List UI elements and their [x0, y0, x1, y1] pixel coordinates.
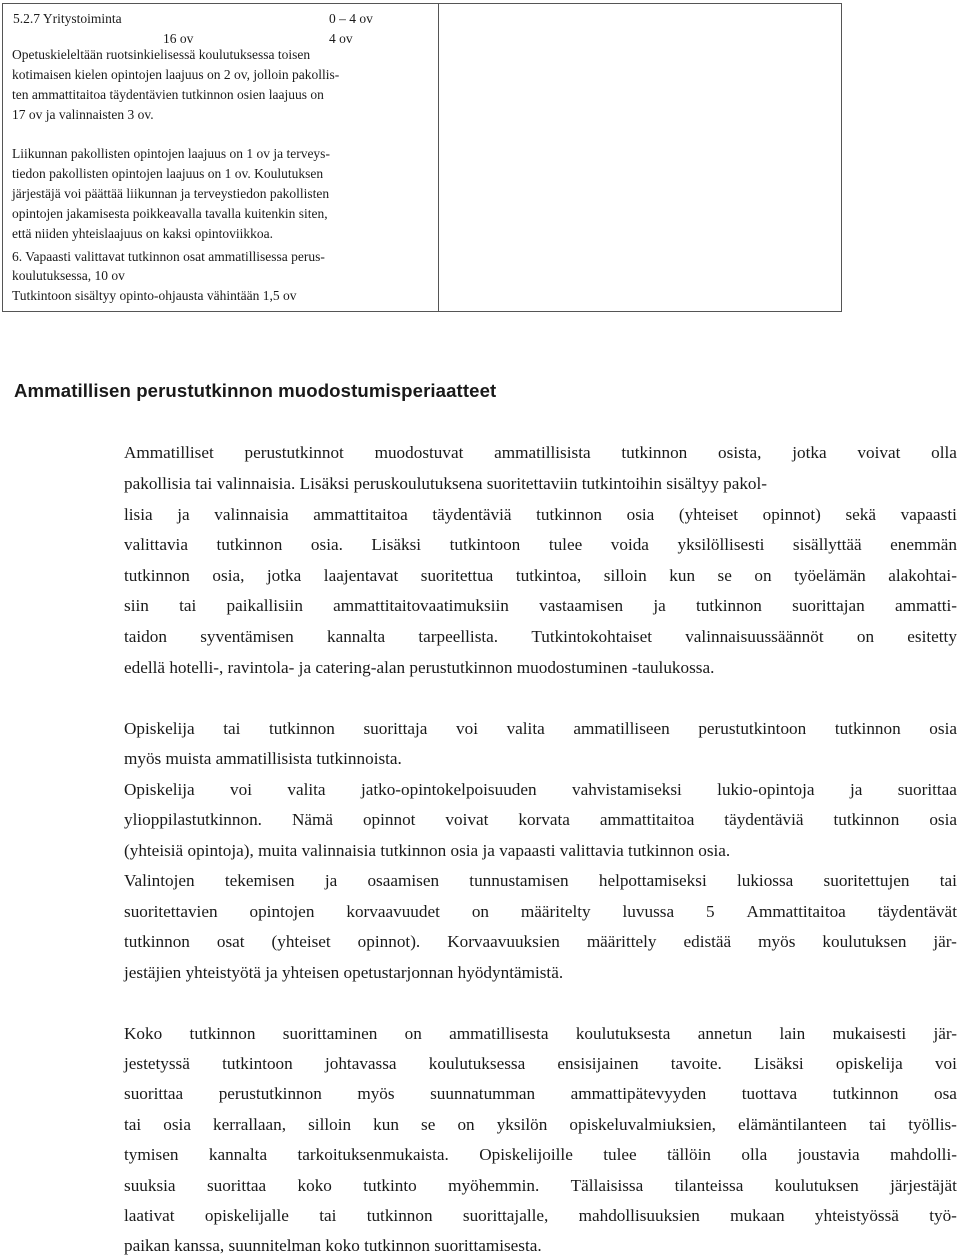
word: olla	[931, 443, 957, 462]
word: vahvistamiseksi	[571, 780, 682, 799]
value-right: 4 ov	[329, 31, 353, 46]
table-divider	[438, 4, 439, 311]
table-text-line: kotimaisen kielen opintojen laajuus on 2 ov, jolloin pakollis-	[12, 67, 340, 82]
body-line	[124, 443, 957, 463]
word: työ-	[929, 1206, 957, 1225]
word: osia	[626, 505, 655, 524]
word: työllis-	[908, 1115, 957, 1134]
body-line	[124, 566, 957, 586]
word: tutkinnon	[536, 505, 603, 524]
word: suunnatumman	[430, 1084, 536, 1103]
word: opiskelija	[835, 1054, 903, 1073]
body-line	[124, 1084, 957, 1104]
word: voivat	[857, 443, 901, 462]
word: täydentävät	[877, 902, 957, 921]
body-line	[124, 627, 957, 647]
word: tutkinnon	[833, 810, 900, 829]
word: järjestäjät	[890, 1176, 957, 1195]
word: kun	[669, 566, 696, 585]
word: kannalta	[208, 1145, 268, 1164]
table-values-row	[13, 29, 433, 49]
word: myöhemmin.	[448, 1176, 540, 1195]
word: voi	[230, 780, 252, 799]
word: tilanteissa	[674, 1176, 744, 1195]
table-text-line: opintojen jakamisesta poikkeavalla tavalla kuitenkin siten,	[12, 206, 328, 221]
word: suorittaa	[897, 780, 957, 799]
word: jestetyssä	[124, 1054, 190, 1073]
word: joustavia	[797, 1145, 860, 1164]
table-text-line: tiedon pakollisten opintojen laajuus on 1 ov. Koulutuksen	[12, 166, 324, 181]
word: ammattitaitoa	[599, 810, 695, 829]
word: suorittaa	[206, 1176, 267, 1195]
body-line	[124, 535, 957, 555]
word: tymisen	[124, 1145, 179, 1164]
word: voi	[934, 1054, 957, 1073]
word: korvaavuudet	[346, 902, 440, 921]
word: vastaamisen	[539, 596, 624, 615]
body-line	[124, 505, 957, 525]
word: ammatti-	[894, 596, 957, 615]
word: suoritettujen	[823, 871, 910, 890]
word: tutkinnon	[832, 1084, 899, 1103]
table-text-line: 6. Vapaasti valittavat tutkinnon osat ammatillisessa perus-	[12, 249, 325, 264]
word: tutkinnon	[269, 719, 335, 738]
word: helpottamiseksi	[598, 871, 707, 890]
word: tutkinnon	[124, 566, 190, 585]
word: sekä	[845, 505, 877, 524]
word: syventämisen	[200, 627, 294, 646]
word: myös	[758, 932, 796, 951]
word: lukiossa	[736, 871, 794, 890]
word: Nämä	[291, 810, 333, 829]
word: tutkinnon	[189, 1024, 256, 1043]
word: tällöin	[667, 1145, 711, 1164]
word: yhteistyössä	[814, 1206, 899, 1225]
word: jotka	[266, 566, 302, 585]
word: tutkinnon	[124, 932, 190, 951]
word: tulee	[548, 535, 583, 554]
word: lain	[779, 1024, 806, 1043]
word: voida	[610, 535, 649, 554]
word: jär-	[933, 932, 957, 951]
word: luvussa	[622, 902, 675, 921]
word: tarkoituksenmukaista.	[297, 1145, 449, 1164]
word: 5	[706, 902, 715, 921]
word: täydentäviä	[432, 505, 512, 524]
word: määrittely	[586, 932, 657, 951]
word: tutkintoon	[449, 535, 521, 554]
section-label: 5.2.7 Yritystoiminta	[13, 11, 122, 26]
word: on	[754, 566, 772, 585]
word: opintojen	[249, 902, 315, 921]
word: osaamisen	[367, 871, 440, 890]
body-line	[124, 932, 957, 952]
word: tutkinto	[363, 1176, 417, 1195]
word: tutkinnon	[621, 443, 688, 462]
word: suoritettua	[420, 566, 494, 585]
word: ammatillisesta	[449, 1024, 549, 1043]
word: Ammattitaitoa	[746, 902, 846, 921]
word: koulutuksen	[822, 932, 907, 951]
body-line	[124, 1206, 957, 1226]
word: siin	[124, 596, 149, 615]
table-text-line: ten ammattitaitoa täydentävien tutkinnon osien laajuus on	[12, 87, 324, 102]
word: sisällyttää	[792, 535, 862, 554]
word: osia	[929, 719, 957, 738]
body-line: jestäjien yhteistyötä ja yhteisen opetustarjonnan hyödyntämistä.	[124, 963, 564, 982]
word: tarpeellista.	[418, 627, 499, 646]
word: koulutuksessa	[428, 1054, 526, 1073]
word: määritelty	[520, 902, 591, 921]
word: on	[404, 1024, 422, 1043]
word: työelämän	[794, 566, 866, 585]
word: johtavassa	[324, 1054, 397, 1073]
word: yksilön	[496, 1115, 548, 1134]
word: tutkinnon	[696, 596, 762, 615]
word: valita	[506, 719, 545, 738]
word: valinnaisia	[214, 505, 289, 524]
word: opinnot)	[762, 505, 821, 524]
body-line	[124, 596, 957, 616]
body-line	[124, 810, 957, 830]
word: osia,	[212, 566, 245, 585]
word: ylioppilastutkinnon.	[124, 810, 262, 829]
word: Valintojen	[124, 871, 195, 890]
word: on	[856, 627, 875, 646]
body-line	[124, 1024, 957, 1044]
word: esitetty	[907, 627, 957, 646]
word: ensisijainen	[557, 1054, 639, 1073]
word: jär-	[933, 1024, 957, 1043]
body-line	[124, 1145, 957, 1165]
word: kerrallaan,	[213, 1115, 287, 1134]
word: suoritettavien	[124, 902, 218, 921]
body-line	[124, 1115, 957, 1135]
word: osia	[929, 810, 957, 829]
word: tuottava	[741, 1084, 798, 1103]
word: se	[717, 566, 732, 585]
table-text-line: Opetuskieleltään ruotsinkielisessä koulutuksessa toisen	[12, 47, 311, 62]
word: valittavia	[124, 535, 188, 554]
word: mukaisesti	[832, 1024, 907, 1043]
word: paikallisiin	[226, 596, 303, 615]
word: se	[421, 1115, 436, 1134]
word: tunnustamisen	[469, 871, 569, 890]
word: perustutkintoon	[698, 719, 807, 738]
word: yksilöllisesti	[677, 535, 765, 554]
word: Tutkintokohtaiset	[531, 627, 652, 646]
word: muodostuvat	[374, 443, 464, 462]
word: Korvaavuuksien	[447, 932, 560, 951]
word: tutkintoon	[222, 1054, 293, 1073]
word: tutkintoa,	[515, 566, 582, 585]
word: myös	[357, 1084, 395, 1103]
word: Tällaisissa	[570, 1176, 644, 1195]
word: jotka	[792, 443, 827, 462]
word: tai	[939, 871, 957, 890]
word: mukaan	[730, 1206, 785, 1225]
word: koulutuksen	[774, 1176, 859, 1195]
word: tekemisen	[224, 871, 295, 890]
word: on	[457, 1115, 475, 1134]
word: Ammatilliset	[124, 443, 214, 462]
word: ja	[177, 505, 190, 524]
word: kun	[373, 1115, 399, 1134]
word: ja	[849, 780, 863, 799]
word: laativat	[124, 1206, 175, 1225]
word: tai	[223, 719, 241, 738]
word: Opiskelija	[124, 780, 195, 799]
word: osista,	[718, 443, 762, 462]
word: opiskelijalle	[204, 1206, 289, 1225]
word: taidon	[124, 627, 167, 646]
word: (yhteiset	[271, 932, 331, 951]
word: perustutkinnot	[244, 443, 344, 462]
word: tai	[868, 1115, 887, 1134]
word: ammattitaitovaatimuksiin	[333, 596, 509, 615]
body-line: myös muista ammatillisista tutkinnoista.	[124, 749, 402, 768]
word: valita	[287, 780, 326, 799]
word: tai	[319, 1206, 337, 1225]
word: alakohtai-	[888, 566, 957, 585]
word: Opiskelija	[124, 719, 195, 738]
word: opiskeluvalmiuksien,	[569, 1115, 716, 1134]
word: silloin	[308, 1115, 352, 1134]
word: annetun	[697, 1024, 753, 1043]
section-heading: Ammatillisen perustutkinnon muodostumisperiaatteet	[14, 380, 497, 401]
word: suorittaja	[363, 719, 428, 738]
word: korvata	[518, 810, 570, 829]
word: suorittajan	[792, 596, 865, 615]
word: tutkinnon	[216, 535, 283, 554]
word: voi	[456, 719, 478, 738]
word: laajentavat	[323, 566, 399, 585]
word: tutkinnon	[834, 719, 901, 738]
word: lukio-opintoja	[717, 780, 815, 799]
word: opinnot	[362, 810, 416, 829]
word: ja	[324, 871, 338, 890]
body-line	[124, 780, 957, 800]
body-line	[124, 902, 957, 922]
table-text-line: että niiden yhteislaajuus on kaksi opintoviikkoa.	[12, 226, 273, 241]
word: suuksia	[124, 1176, 176, 1195]
word: perustutkinnon	[218, 1084, 322, 1103]
word: olla	[741, 1145, 768, 1164]
word: osia	[163, 1115, 191, 1134]
word: suorittaa	[124, 1084, 184, 1103]
word: elämäntilanteen	[738, 1115, 847, 1134]
word: suorittaminen	[282, 1024, 378, 1043]
body-line	[124, 1176, 957, 1196]
table-text-line: koulutuksessa, 10 ov	[12, 268, 125, 283]
word: Lisäksi	[754, 1054, 804, 1073]
table-text-line: järjestäjä voi päättää liikunnan ja terveystiedon pakollisten	[12, 186, 330, 201]
word: on	[471, 902, 489, 921]
body-line: paikan kanssa, suunnitelman koko tutkinnon suorittamisesta.	[124, 1236, 542, 1255]
table-text-line: Tutkintoon sisältyy opinto-ohjausta vähintään 1,5 ov	[12, 288, 297, 303]
word: valinnaisuussäännöt	[685, 627, 824, 646]
table-text-line: Liikunnan pakollisten opintojen laajuus on 1 ov ja terveys-	[12, 146, 330, 161]
word: ammattitaitoa	[313, 505, 408, 524]
word: tavoite.	[670, 1054, 722, 1073]
word: täydentäviä	[724, 810, 804, 829]
word: koko	[297, 1176, 332, 1195]
word: enemmän	[890, 535, 957, 554]
word: ammatilliseen	[573, 719, 670, 738]
word: mahdollisuuksien	[578, 1206, 700, 1225]
word: tai	[124, 1115, 142, 1134]
word: osia.	[310, 535, 343, 554]
word: osat	[216, 932, 245, 951]
word: jatko-opintokelpoisuuden	[360, 780, 537, 799]
word: tulee	[603, 1145, 637, 1164]
word: suorittajalle,	[462, 1206, 549, 1225]
word: kannalta	[326, 627, 386, 646]
body-line: edellä hotelli-, ravintola- ja catering-alan perustutkinnon muodostuminen -taulukossa.	[124, 658, 715, 677]
word: (yhteiset	[678, 505, 739, 524]
value-left: 16 ov	[163, 31, 194, 46]
body-line	[124, 719, 957, 739]
body-line: (yhteisiä opintoja), muita valinnaisia tutkinnon osia ja vapaasti valittavia tutkinnon osia.	[124, 841, 731, 860]
body-line	[124, 1054, 957, 1074]
word: vapaasti	[900, 505, 957, 524]
word: Lisäksi	[371, 535, 422, 554]
word: edistää	[683, 932, 732, 951]
word: tutkinnon	[366, 1206, 433, 1225]
word: Opiskelijoille	[479, 1145, 573, 1164]
word: ammattipätevyyden	[570, 1084, 707, 1103]
word: voivat	[445, 810, 489, 829]
table-text-line: 17 ov ja valinnaisten 3 ov.	[12, 107, 154, 122]
word: opinnot).	[357, 932, 421, 951]
word: mahdolli-	[890, 1145, 957, 1164]
section-range: 0 – 4 ov	[329, 11, 373, 26]
word: ammatillisista	[494, 443, 591, 462]
word: silloin	[603, 566, 647, 585]
word: osa	[934, 1084, 957, 1103]
word: tai	[179, 596, 197, 615]
body-line: pakollisia tai valinnaisia. Lisäksi peruskoulutuksena suoritettaviin tutkintoihin sisältyy pakol-	[124, 474, 768, 493]
word: koulutuksesta	[575, 1024, 671, 1043]
word: lisia	[124, 505, 153, 524]
body-line	[124, 871, 957, 891]
word: ja	[653, 596, 666, 615]
word: Koko	[124, 1024, 163, 1043]
